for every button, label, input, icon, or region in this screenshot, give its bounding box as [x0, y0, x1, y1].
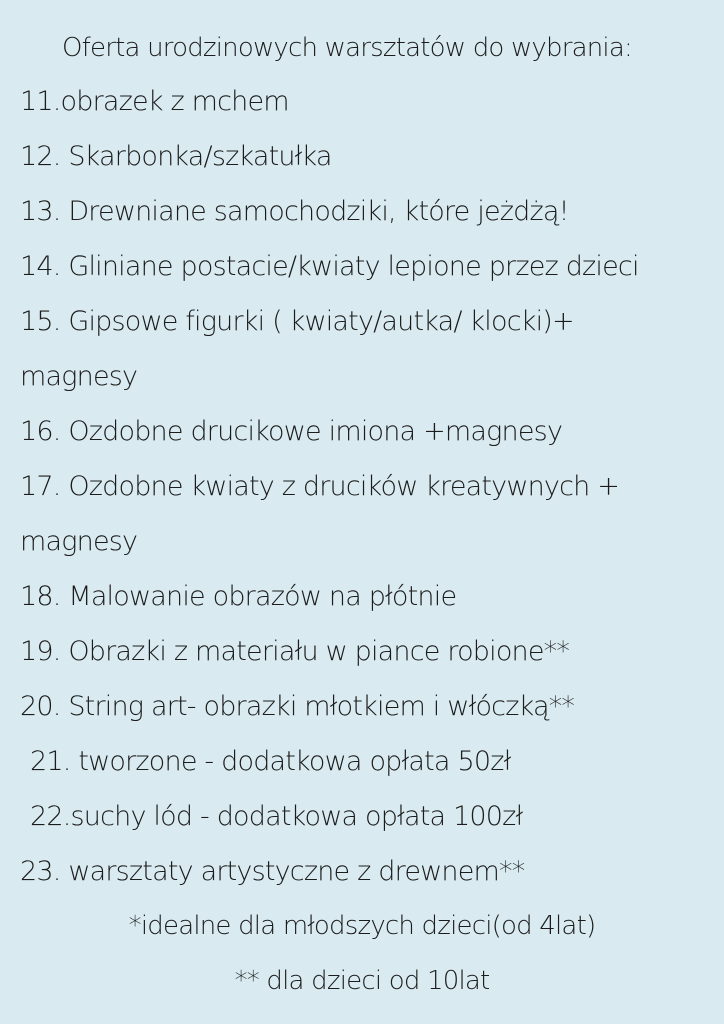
- offer-item: 15. Gipsowe figurki ( kwiaty/autka/ klocki)+: [20, 306, 574, 337]
- offer-item-continuation: magnesy: [20, 526, 138, 557]
- offer-item: 12. Skarbonka/szkatułka: [20, 141, 332, 172]
- offer-item: 17. Ozdobne kwiaty z drucików kreatywnych +: [20, 471, 620, 502]
- offer-item: 14. Gliniane postacie/kwiaty lepione przez dzieci: [20, 251, 639, 282]
- offer-item: 18. Malowanie obrazów na płótnie: [20, 581, 457, 612]
- offer-item: 16. Ozdobne drucikowe imiona +magnesy: [20, 416, 563, 447]
- offer-item: 20. String art- obrazki młotkiem i włóczką**: [20, 691, 575, 722]
- offer-item: 19. Obrazki z materiału w piance robione**: [20, 636, 570, 667]
- offer-item: 22.suchy lód - dodatkowa opłata 100zł: [30, 801, 523, 832]
- offer-item: 21. tworzone - dodatkowa opłata 50zł: [30, 746, 511, 777]
- offer-item-continuation: magnesy: [20, 361, 138, 392]
- offer-item: 13. Drewniane samochodziki, które jeżdżą!: [20, 196, 569, 227]
- offer-item: 23. warsztaty artystyczne z drewnem**: [20, 856, 525, 887]
- footnote: ** dla dzieci od 10lat: [234, 966, 490, 996]
- offer-title: Oferta urodzinowych warsztatów do wybrania:: [62, 33, 632, 63]
- footnote: *idealne dla młodszych dzieci(od 4lat): [128, 911, 596, 941]
- offer-item: 11.obrazek z mchem: [20, 86, 289, 117]
